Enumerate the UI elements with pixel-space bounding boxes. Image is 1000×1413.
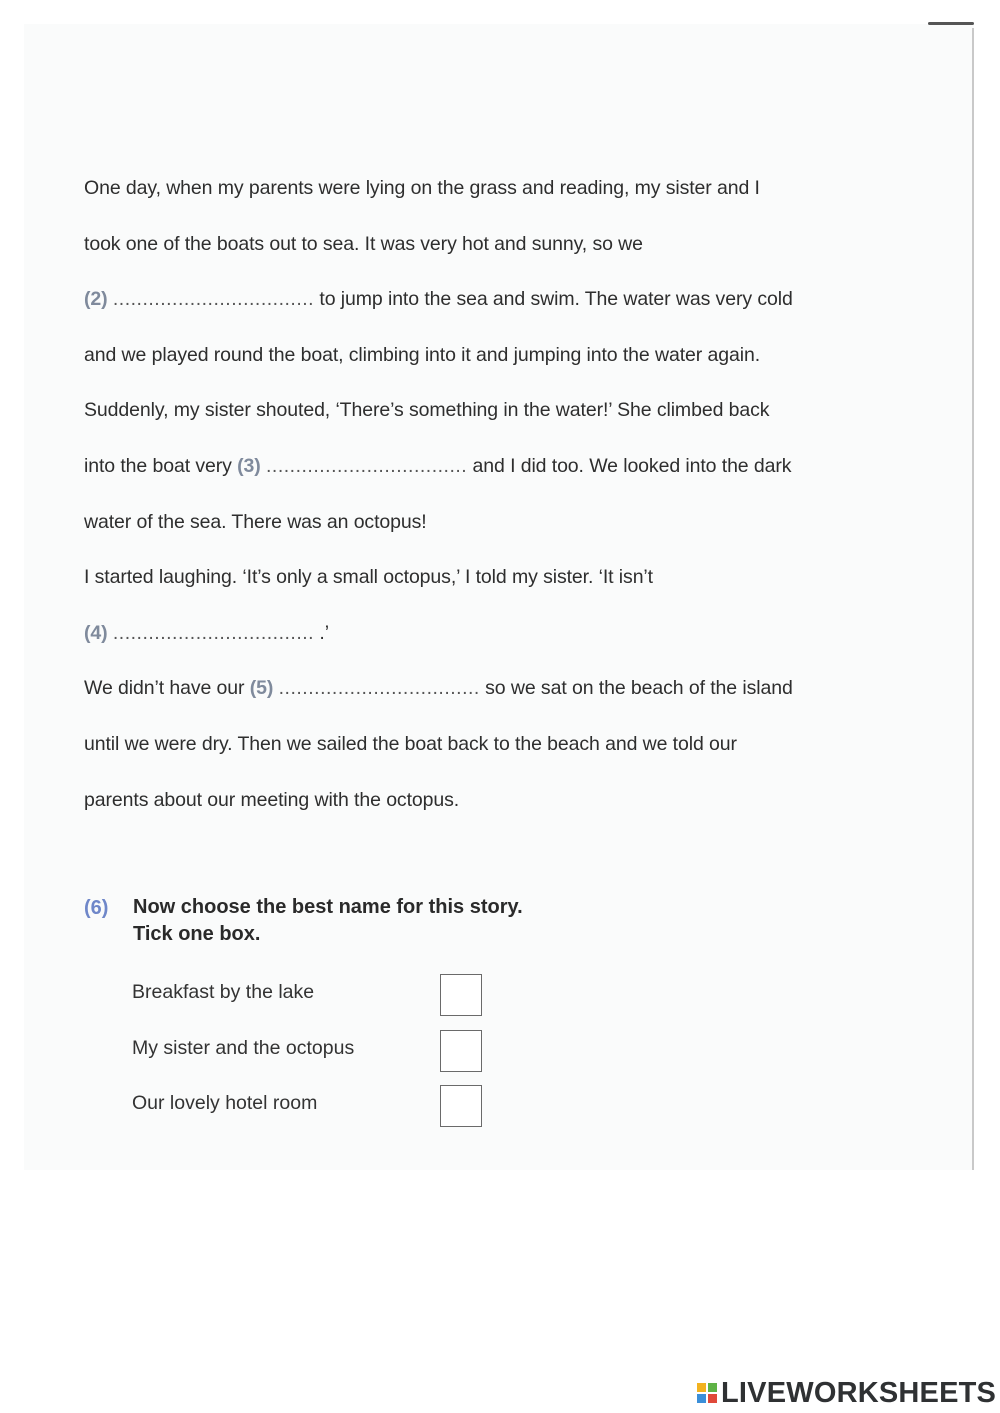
- question-subinstruction: Tick one box.: [133, 923, 261, 945]
- story-line: [84, 780, 884, 836]
- logo-square: [697, 1394, 706, 1403]
- option-label: My sister and the octopus: [132, 1036, 355, 1059]
- option-label: Our lovely hotel room: [132, 1092, 318, 1114]
- logo-square: [708, 1383, 717, 1392]
- story-line: [84, 224, 884, 280]
- gap-number: (3): [237, 454, 261, 477]
- question-instruction: Now choose the best name for this story.: [133, 896, 523, 918]
- logo-square: [697, 1383, 706, 1392]
- story-text-run: into the boat very: [84, 454, 238, 477]
- story-line: [84, 502, 884, 558]
- story-text-run: and I did too. We looked into the dark: [467, 454, 792, 477]
- story-text-run: until we were dry. Then we sailed the boat back to the beach and we told our: [84, 732, 737, 755]
- story-text-run: to jump into the sea and swim. The water was very cold: [314, 288, 793, 311]
- option-label: Breakfast by the lake: [132, 981, 315, 1003]
- story-line: [84, 668, 884, 724]
- logo-icon: [697, 1383, 717, 1403]
- question-number: (6): [84, 897, 109, 919]
- story-line: [84, 335, 884, 391]
- option-our-lovely-hotel-room: [132, 1083, 492, 1139]
- story-text-run: took one of the boats out to sea. It was very hot and sunny, so we: [84, 232, 643, 255]
- story-text-run: Suddenly, my sister shouted, ‘There’s something in the water!’ She climbed back: [84, 399, 770, 422]
- story-line: [84, 168, 884, 224]
- logo-square: [708, 1394, 717, 1403]
- answer-blank-2[interactable]: ..................................: [112, 288, 315, 311]
- story-line: [84, 724, 884, 780]
- story-line: [84, 446, 884, 502]
- option-my-sister-and-the-octopus: [132, 1028, 492, 1084]
- answer-blank-3[interactable]: ..................................: [266, 454, 468, 477]
- story-line: [84, 390, 884, 446]
- story-text-run: parents about our meeting with the octopus.: [84, 788, 460, 811]
- story-line: [84, 613, 884, 669]
- story-text-run: water of the sea. There was an octopus!: [84, 510, 427, 533]
- gap-number: (2): [84, 288, 108, 311]
- logo-text: LIVEWORKSHEETS: [721, 1376, 997, 1409]
- answer-blank-4[interactable]: ..................................: [112, 621, 315, 644]
- story-text-run: One day, when my parents were lying on the grass and reading, my sister and I: [84, 177, 760, 199]
- story-line: [84, 557, 884, 613]
- question-prompt: [133, 894, 523, 948]
- option-breakfast-by-the-lake: [132, 972, 492, 1028]
- story-text-run: and we played round the boat, climbing into it and jumping into the water again.: [84, 343, 761, 366]
- story-text-run: so we sat on the beach of the island: [479, 677, 793, 700]
- tick-box[interactable]: [440, 1030, 482, 1072]
- tick-box[interactable]: [440, 1085, 482, 1127]
- gap-number: (4): [84, 621, 108, 644]
- tick-box[interactable]: [440, 974, 482, 1016]
- page-edge-rule: [972, 28, 974, 1170]
- story-text-run: I started laughing. ‘It’s only a small octopus,’ I told my sister. ‘It isn’t: [84, 566, 653, 589]
- answer-blank-5[interactable]: ..................................: [278, 677, 480, 700]
- answer-options: [132, 972, 492, 1139]
- story-line: [84, 279, 884, 335]
- story-text-run: .’: [314, 621, 329, 644]
- gap-number: (5): [249, 677, 274, 700]
- page-edge-mark: [928, 22, 974, 25]
- story-text: [84, 168, 884, 835]
- liveworksheets-logo: [697, 1375, 996, 1411]
- story-text-run: We didn’t have our: [84, 677, 250, 700]
